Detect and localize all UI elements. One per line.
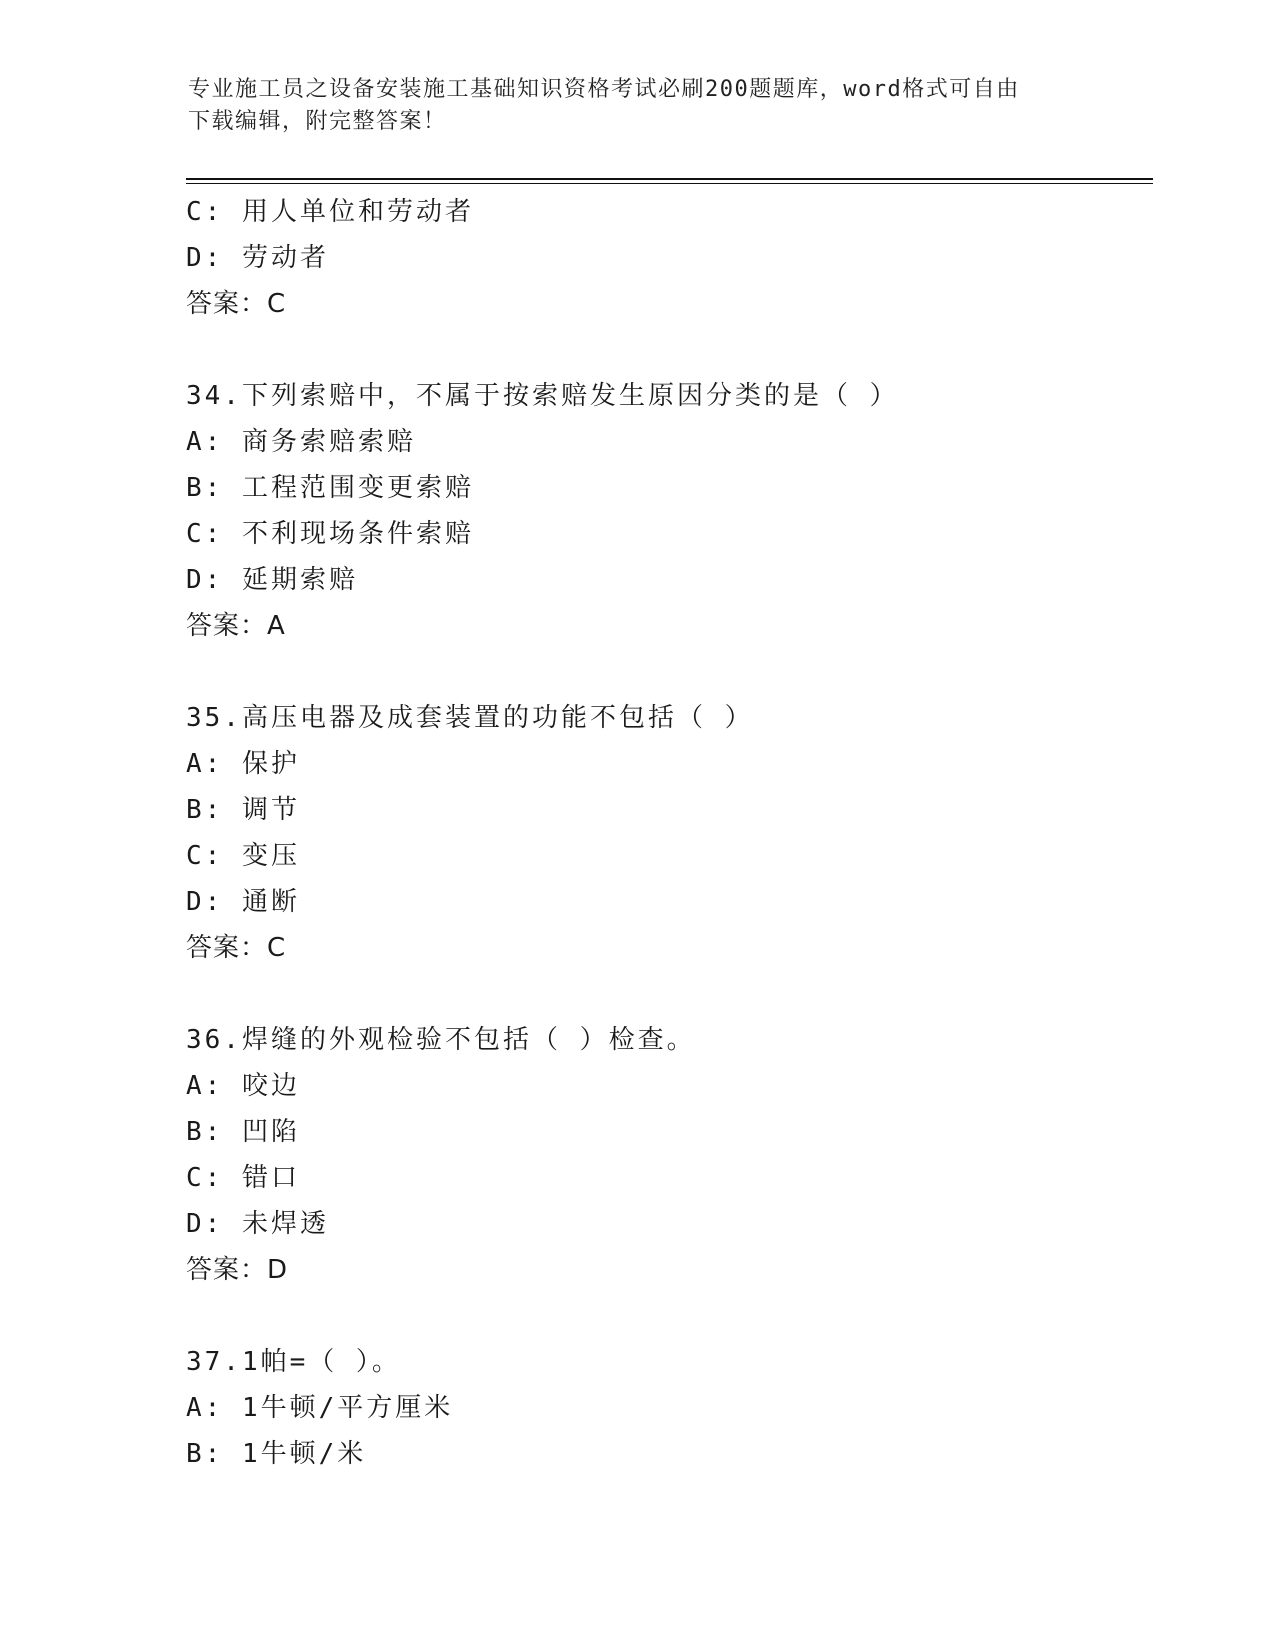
answer-line: 答案：C	[186, 289, 287, 319]
option-b: B: 凹陷	[186, 1117, 300, 1147]
block-spacer	[186, 649, 1146, 695]
question-list	[186, 189, 1146, 1477]
block-spacer	[186, 327, 1146, 373]
option-d: D: 劳动者	[186, 243, 329, 273]
option-a: A: 保护	[186, 749, 300, 779]
option-c: C: 变压	[186, 841, 300, 871]
question-block-36	[186, 1017, 1146, 1293]
option-a: A: 商务索赔索赔	[186, 427, 416, 457]
block-spacer	[186, 971, 1146, 1017]
question-text: 36.焊缝的外观检验不包括（ ）检查。	[186, 1025, 696, 1055]
header-line-2: 下载编辑，附完整答案！	[188, 109, 447, 134]
document-header	[188, 74, 1088, 138]
answer-line: 答案：D	[186, 1255, 289, 1285]
option-c: C: 错口	[186, 1163, 300, 1193]
question-block-37	[186, 1339, 1146, 1477]
block-spacer	[186, 1293, 1146, 1339]
option-d: D: 延期索赔	[186, 565, 358, 595]
answer-line: 答案：C	[186, 933, 287, 963]
header-divider-thick	[186, 178, 1153, 180]
question-text: 37.1帕=（ ）。	[186, 1347, 401, 1377]
option-b: B: 1牛顿/米	[186, 1439, 367, 1469]
option-a: A: 1牛顿/平方厘米	[186, 1393, 454, 1423]
option-b: B: 调节	[186, 795, 300, 825]
header-divider-thin	[186, 183, 1153, 184]
question-block-34	[186, 373, 1146, 649]
option-c: C: 不利现场条件索赔	[186, 519, 474, 549]
question-text: 34.下列索赔中，不属于按索赔发生原因分类的是（ ）	[186, 381, 899, 411]
question-block-33	[186, 189, 1146, 327]
option-c: C: 用人单位和劳动者	[186, 197, 474, 227]
option-d: D: 未焊透	[186, 1209, 329, 1239]
question-block-35	[186, 695, 1146, 971]
header-line-1: 专业施工员之设备安装施工基础知识资格考试必刷200题题库，word格式可自由	[188, 77, 1020, 102]
option-d: D: 通断	[186, 887, 300, 917]
option-b: B: 工程范围变更索赔	[186, 473, 474, 503]
question-text: 35.高压电器及成套装置的功能不包括（ ）	[186, 703, 754, 733]
answer-line: 答案：A	[186, 611, 286, 641]
option-a: A: 咬边	[186, 1071, 300, 1101]
